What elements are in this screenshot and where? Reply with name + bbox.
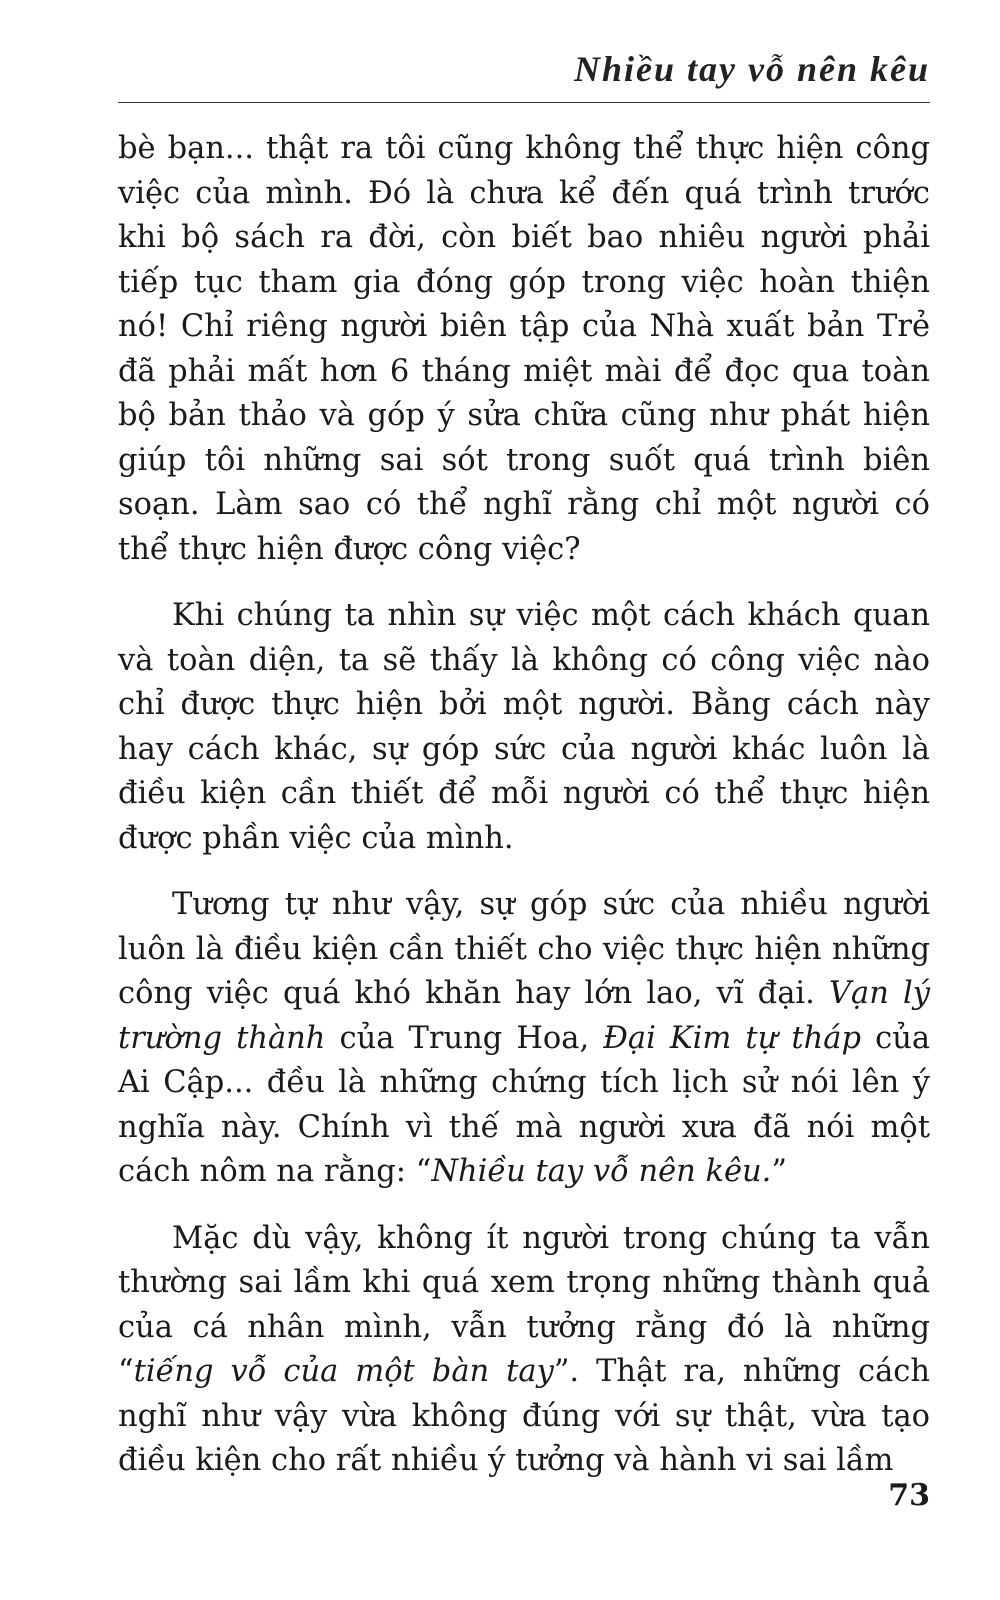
running-header-title: Nhiều tay vỗ nên kêu: [573, 49, 930, 89]
paragraph-4-segment-1: Mặc dù vậy, không ít người trong chúng ta vẫn thường sai lầm khi quá xem trọng những thành quả của cá nhân mình, vẫn tưởng rằng đó là những “: [118, 1220, 930, 1389]
paragraph-2-segment-1: Khi chúng ta nhìn sự việc một cách khách quan và toàn diện, ta sẽ thấy là không có công việc nào chỉ được thực hiện bởi một người. Bằng cách này hay cách khác, sự góp sức của người khác luôn là điều kiện cần thiết để mỗi người có thể thực hiện được phần việc của mình.: [118, 598, 930, 856]
italic-phrase-van-ly-truong-thanh: Vạn lý trường thành: [118, 976, 930, 1056]
paragraph-3-segment-7: ”: [771, 1154, 787, 1189]
italic-quote-tieng-vo-cua-mot-ban-tay: tiếng vỗ của một bàn tay: [133, 1354, 554, 1389]
paragraph-2: [118, 594, 930, 861]
page-number: 73: [888, 1478, 930, 1513]
book-page: [118, 0, 930, 1600]
paragraph-4-segment-3: ”. Thật ra, những cách nghĩ như vậy vừa không đúng với sự thật, vừa tạo điều kiện cho rất nhiều ý tưởng và hành vi sai lầm: [118, 1354, 930, 1478]
paragraph-3: [118, 883, 930, 1195]
paragraph-3-segment-5: của Ai Cập... đều là những chứng tích lịch sử nói lên ý nghĩa này. Chính vì thế mà người xưa đã nói một cách nôm na rằng: “: [118, 1020, 931, 1189]
paragraph-3-segment-1: Tương tự như vậy, sự góp sức của nhiều người luôn là điều kiện cần thiết cho việc thực hiện những công việc quá khó khăn hay lớn lao, vĩ đại.: [118, 887, 930, 1011]
header-rule: [118, 102, 930, 103]
paragraph-4: [118, 1217, 930, 1484]
paragraph-3-segment-3: của Trung Hoa,: [325, 1020, 604, 1056]
italic-quote-nhieu-tay-vo-nen-keu: Nhiều tay vỗ nên kêu.: [431, 1154, 772, 1189]
paragraph-1: [118, 127, 930, 572]
italic-phrase-dai-kim-tu-thap: Đại Kim tự tháp: [603, 1020, 862, 1056]
paragraph-1-segment-1: bè bạn... thật ra tôi cũng không thể thực hiện công việc của mình. Đó là chưa kể đến quá trình trước khi bộ sách ra đời, còn biết bao nhiêu người phải tiếp tục tham gia đóng góp trong việc hoàn thiện nó! Chỉ riêng người biên tập của Nhà xuất bản Trẻ đã phải mất hơn 6 tháng miệt mài để đọc qua toàn bộ bản thảo và góp ý sửa chữa cũng như phát hiện giúp tôi những sai sót trong suốt quá trình biên soạn. Làm sao có thể nghĩ rằng chỉ một người có thể thực hiện được công việc?: [118, 131, 930, 567]
body-text: [118, 127, 930, 1506]
